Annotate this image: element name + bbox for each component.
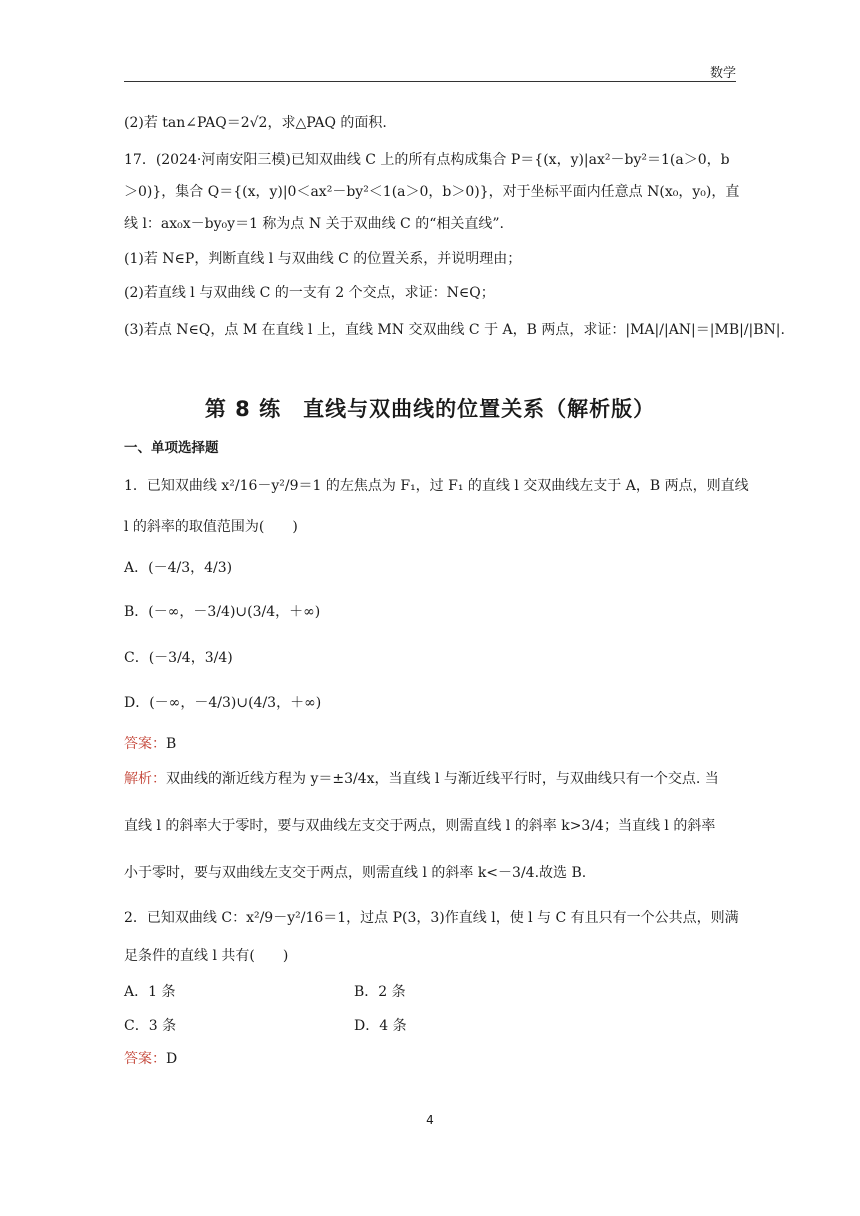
answer-label: 答案： [124, 736, 166, 752]
analysis-label: 解析： [124, 771, 166, 787]
problem-17-stem-line-3: 线 l：ax₀x－by₀y＝1 称为点 N 关于双曲线 C 的“相关直线”. [124, 216, 504, 232]
q1-analysis-line-3: 小于零时，要与双曲线左支交于两点，则需直线 l 的斜率 k<－3/4.故选 B. [124, 865, 587, 881]
q2-options-row-2 [124, 1018, 736, 1035]
q2-answer [124, 1051, 736, 1068]
problem-16-part-2: (2)若 tan∠PAQ＝2√2，求△PAQ 的面积. [124, 115, 387, 131]
problem-17-stem-line-1: 17．(2024·河南安阳三模)已知双曲线 C 上的所有点构成集合 P＝{(x，y)|ax²－by²＝1(a＞0，b [124, 152, 730, 168]
q2-option-b: B．2 条 [354, 984, 406, 1000]
q2-stem-line-2: 足条件的直线 l 共有( ) [124, 948, 289, 964]
q1-answer [124, 736, 736, 753]
page-number: 4 [426, 1113, 434, 1127]
q1-option-d: D．(－∞，－4/3)∪(4/3，＋∞) [124, 695, 322, 711]
q1-analysis-line-2: 直线 l 的斜率大于零时，要与双曲线左支交于两点，则需直线 l 的斜率 k>3/4；当直线 l 的斜率 [124, 818, 716, 834]
q2-option-c: C．3 条 [124, 1018, 177, 1034]
section-heading: 一、单项选择题 [124, 440, 219, 456]
problem-17-stem-line-2: ＞0)}，集合 Q＝{(x，y)|0＜ax²－by²＜1(a＞0，b＞0)}，对于坐标平面内任意点 N(x₀，y₀)，直 [124, 184, 740, 200]
problem-17-part-2: (2)若直线 l 与双曲线 C 的一支有 2 个交点，求证：N∈Q； [124, 285, 495, 301]
analysis-text: 双曲线的渐近线方程为 y＝±3/4x，当直线 l 与渐近线平行时，与双曲线只有一个交点. 当 [166, 771, 719, 787]
q2-option-a: A．1 条 [124, 984, 176, 1000]
problem-17-part-3: (3)若点 N∈Q，点 M 在直线 l 上，直线 MN 交双曲线 C 于 A，B 两点，求证：|MA|/|AN|＝|MB|/|BN|. [124, 322, 785, 338]
q2-options-row-1 [124, 984, 736, 1001]
q2-option-d: D．4 条 [354, 1018, 407, 1034]
page-title: 第 8 练 直线与双曲线的位置关系（解析版） [204, 397, 656, 421]
header-subject: 数学 [709, 66, 736, 81]
q1-option-c: C．(－3/4，3/4) [124, 650, 233, 666]
answer-value: D [166, 1051, 178, 1067]
q1-option-b: B．(－∞，－3/4)∪(3/4，＋∞) [124, 604, 321, 620]
q2-stem-line-1: 2．已知双曲线 C：x²/9－y²/16＝1，过点 P(3，3)作直线 l，使 l 与 C 有且只有一个公共点，则满 [124, 910, 739, 926]
q1-analysis-line-1 [124, 771, 736, 788]
answer-value: B [166, 736, 177, 752]
q1-stem-line-1: 1．已知双曲线 x²/16－y²/9＝1 的左焦点为 F₁，过 F₁ 的直线 l 交双曲线左支于 A，B 两点，则直线 [124, 478, 749, 494]
q1-stem-line-2: l 的斜率的取值范围为( ) [124, 519, 298, 535]
problem-17-part-1: (1)若 N∈P，判断直线 l 与双曲线 C 的位置关系，并说明理由； [124, 251, 522, 267]
header-rule [124, 81, 736, 82]
q1-option-a: A．(－4/3，4/3) [124, 560, 233, 576]
answer-label: 答案： [124, 1051, 166, 1067]
